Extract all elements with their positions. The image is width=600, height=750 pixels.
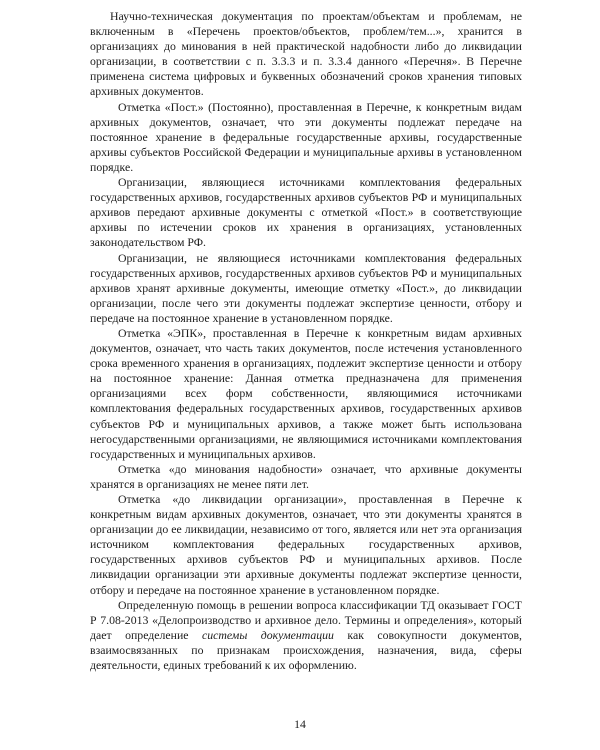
paragraph-non-source-organizations: Организации, не являющиеся источниками комплектования федеральных государственных архивов, государственных архивов субъектов РФ и муниципальных архивов хранят архивные документы, имеющие отметку «Пост.», до ликвидации организации, после чего эти документы подлежат экспертизе ценности, отбору и передаче на постоянное хранение в установленном порядке.	[90, 250, 522, 325]
gost-text-before: Определенную помощь в решении вопроса классификации ТД оказывает ГОСТ Р 7.08-2013 «Делопроизводство и архивное дело. Термины и определения», который дает определение	[90, 597, 522, 642]
paragraph-mark-epk: Отметка «ЭПК», проставленная в Перечне к конкретным видам архивных документов, означает, что часть таких документов, после истечения установленного срока временного хранения в организациях, подлежит экспертизе ценности и отбору на постоянное хранение: Данная отметка предназначена для применения организациями всех форм собственности, являющимися источниками комплектования федеральных государственных архивов, государственных архивов субъектов РФ и муниципальных архивов, а также может быть использована негосударственными организациями, не являющимися источниками комплектования государственных и муниципальных архивов.	[90, 325, 522, 461]
paragraph-source-organizations: Организации, являющиеся источниками комплектования федеральных государственных архивов, государственных архивов субъектов РФ и муниципальных архивов передают архивные документы с отметкой «Пост.» в соответствующие архивы по истечении сроков их хранения в организациях, установленных законодательством РФ.	[90, 175, 522, 250]
paragraph-gost-definition	[90, 598, 522, 673]
paragraph-mark-until-liquidation: Отметка «до ликвидации организации», проставленная в Перечне к конкретным видам архивных документов, означает, что эти документы хранятся в организации до ее ликвидации, независимо от того, является или нет эта организация источником комплектования федеральных государственных архивов, государственных архивов субъектов РФ и муниципальных архивов. После ликвидации организации эти архивные документы подлежат экспертизе ценности, отбору и передаче на постоянное хранение в установленном порядке.	[90, 492, 522, 597]
term-emphasis: системы документации	[201, 627, 334, 642]
page-body	[90, 9, 522, 673]
page-number: 14	[294, 717, 306, 731]
paragraph-mark-until-needed: Отметка «до минования надобности» означает, что архивные документы хранятся в организациях не менее пяти лет.	[90, 461, 522, 491]
paragraph-mark-permanent: Отметка «Пост.» (Постоянно), проставленная в Перечне, к конкретным видам архивных документов, означает, что эти документы подлежат передаче на постоянное хранение в федеральные государственные архивы, государственные архивы субъектов Российской Федерации и муниципальные архивы в установленном порядке.	[90, 99, 522, 174]
paragraph-ntd-storage: Научно-техническая документация по проектам/объектам и проблемам, не включенным в «Перечень проектов/объектов, проблем/тем...», хранится в организациях до минования в ней практической надобности либо до ликвидации организации, в соответствии с п. 3.3.3 и п. 3.3.4 данного «Перечня». В Перечне применена система цифровых и буквенных обозначений сроков хранения типовых архивных документов.	[90, 9, 522, 99]
gost-text-after: как совокупности документов, взаимосвязанных по признакам происхождения, назначения, вида, сферы деятельности, единых требований к их оформлению.	[90, 627, 522, 673]
